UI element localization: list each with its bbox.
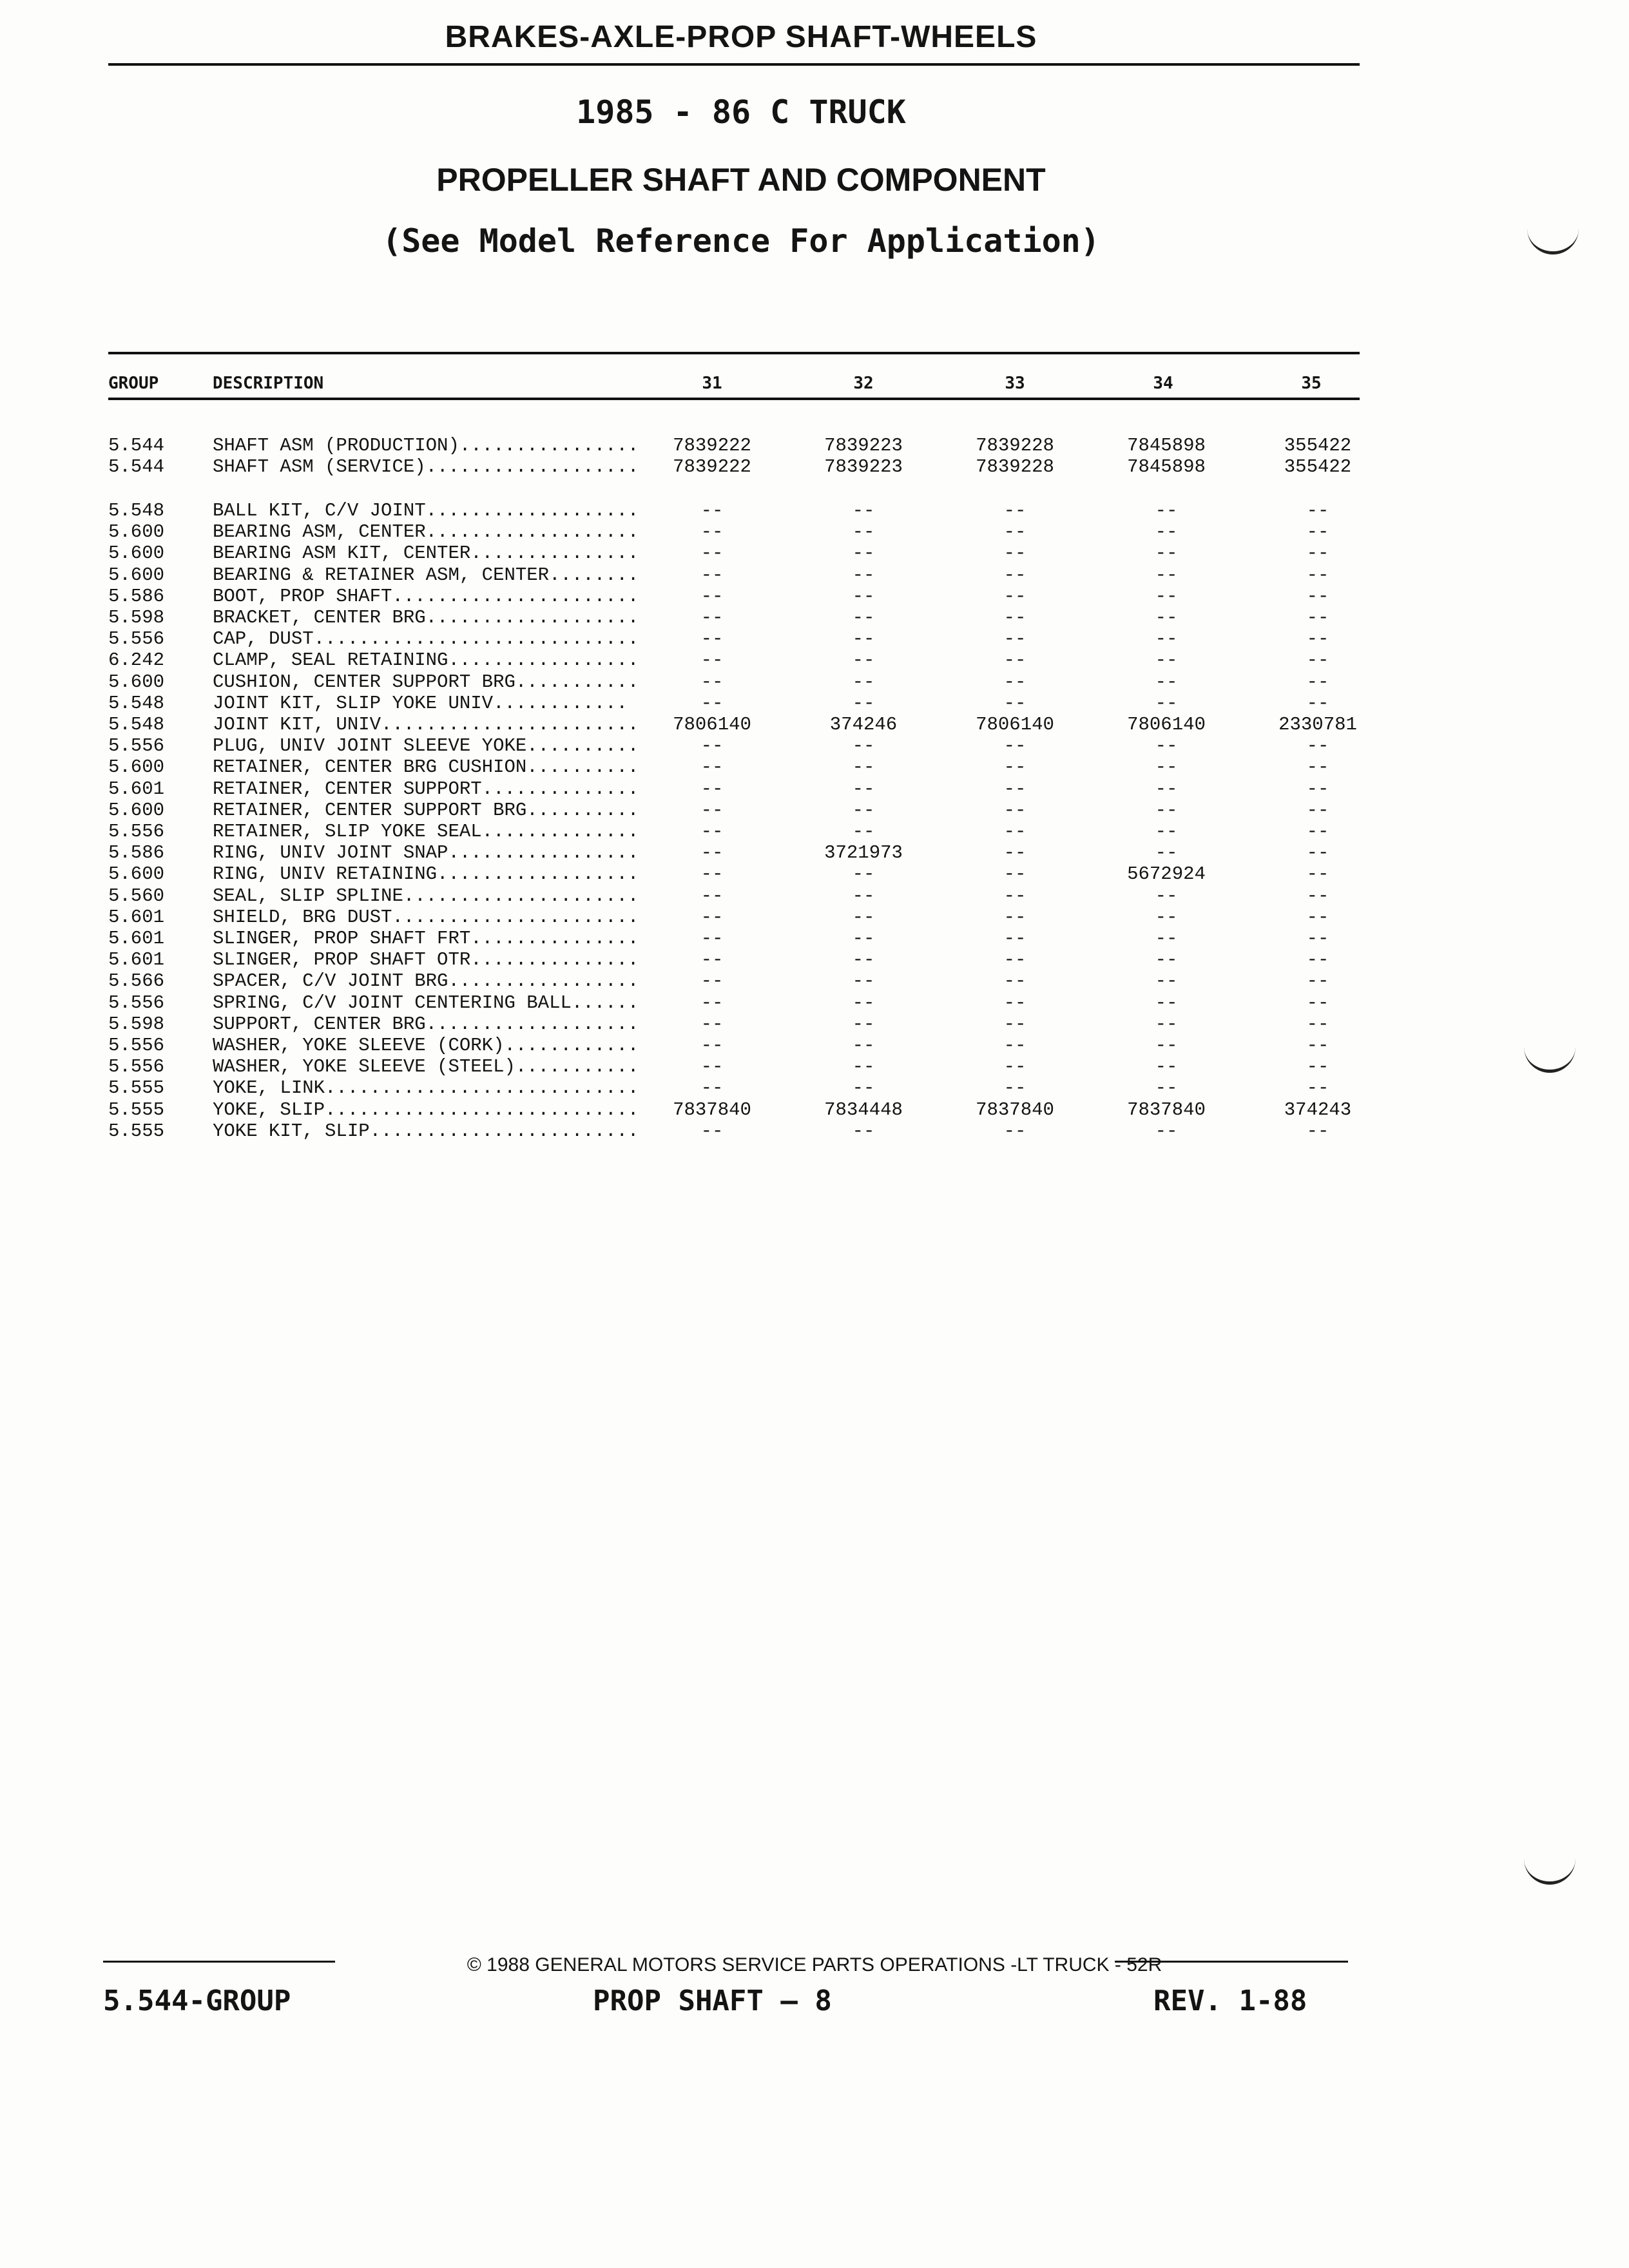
col-31-header: 31 [702, 374, 722, 393]
part-number-cell-31: -- [700, 521, 724, 543]
part-number-cell-32: -- [852, 970, 875, 992]
part-number-cell-32: -- [852, 906, 875, 928]
part-number-cell-31: -- [700, 649, 724, 671]
col-35-header: 35 [1301, 374, 1322, 393]
part-number-cell-33: -- [1003, 799, 1027, 821]
part-number-cell-34: -- [1155, 735, 1178, 757]
part-number-cell-32: -- [852, 564, 875, 586]
part-number-cell-31: -- [700, 543, 724, 564]
part-number-cell-32: -- [852, 1035, 875, 1056]
part-number-cell-34: -- [1155, 885, 1178, 907]
description-cell: RETAINER, CENTER SUPPORT.............. [213, 778, 639, 800]
part-number-cell-35: -- [1306, 1120, 1329, 1142]
group-cell: 5.600 [108, 671, 165, 693]
description-cell: SLINGER, PROP SHAFT FRT............... [213, 928, 639, 949]
col-32-header: 32 [853, 374, 874, 393]
part-number-cell-32: 7839223 [824, 456, 903, 478]
part-number-cell-32: -- [852, 928, 875, 949]
table-row [0, 1077, 1629, 1099]
table-row [0, 649, 1629, 671]
table-row [0, 735, 1629, 756]
part-number-cell-34: -- [1155, 671, 1178, 693]
part-number-cell-31: 7839222 [673, 435, 751, 456]
part-number-cell-33: -- [1003, 842, 1027, 864]
part-number-cell-33: -- [1003, 500, 1027, 521]
part-number-cell-33: -- [1003, 521, 1027, 543]
table-row [0, 521, 1629, 543]
part-number-cell-34: 7845898 [1127, 456, 1206, 478]
part-number-cell-32: -- [852, 885, 875, 907]
part-number-cell-34: 7806140 [1127, 714, 1206, 735]
part-number-cell-32: -- [852, 949, 875, 971]
part-number-cell-33: -- [1003, 970, 1027, 992]
part-number-cell-34: -- [1155, 906, 1178, 928]
part-number-cell-31: -- [700, 1056, 724, 1078]
part-number-cell-34: -- [1155, 842, 1178, 864]
table-row [0, 756, 1629, 778]
part-number-cell-35: -- [1306, 906, 1329, 928]
group-cell: 5.560 [108, 885, 165, 907]
group-cell: 5.556 [108, 628, 165, 650]
part-number-cell-35: 355422 [1284, 456, 1352, 478]
part-number-cell-32: -- [852, 799, 875, 821]
part-number-cell-35: -- [1306, 756, 1329, 778]
part-number-cell-32: -- [852, 992, 875, 1014]
group-cell: 5.601 [108, 949, 165, 971]
group-cell: 5.600 [108, 799, 165, 821]
table-row [0, 992, 1629, 1014]
table-header-rule [108, 398, 1360, 400]
table-row [0, 970, 1629, 992]
part-number-cell-35: -- [1306, 992, 1329, 1014]
description-cell: YOKE, SLIP............................ [213, 1099, 639, 1120]
part-number-cell-32: 7839223 [824, 435, 903, 456]
binder-mark [1524, 1856, 1576, 1885]
part-number-cell-34: -- [1155, 1120, 1178, 1142]
table-row [0, 778, 1629, 800]
part-number-cell-31: -- [700, 1120, 724, 1142]
part-number-cell-31: -- [700, 778, 724, 800]
group-cell: 5.556 [108, 1035, 165, 1056]
part-number-cell-31: -- [700, 756, 724, 778]
part-number-cell-31: -- [700, 970, 724, 992]
part-number-cell-35: -- [1306, 1013, 1329, 1035]
description-cell: JOINT KIT, UNIV....................... [213, 714, 639, 735]
part-number-cell-31: -- [700, 607, 724, 628]
part-number-cell-34: -- [1155, 1013, 1178, 1035]
description-cell: BALL KIT, C/V JOINT................... [213, 500, 639, 521]
group-cell: 6.242 [108, 649, 165, 671]
part-number-cell-35: -- [1306, 564, 1329, 586]
part-number-cell-33: -- [1003, 543, 1027, 564]
part-number-cell-31: -- [700, 692, 724, 714]
group-cell: 5.544 [108, 435, 165, 456]
part-number-cell-35: -- [1306, 799, 1329, 821]
description-cell: BEARING ASM, CENTER................... [213, 521, 639, 543]
group-cell: 5.601 [108, 928, 165, 949]
section-title: BRAKES-AXLE-PROP SHAFT-WHEELS [445, 20, 1037, 54]
group-cell: 5.598 [108, 607, 165, 628]
group-cell: 5.556 [108, 992, 165, 1014]
page-label: PROP SHAFT — 8 [593, 1984, 832, 2017]
table-row [0, 628, 1629, 649]
part-number-cell-33: -- [1003, 649, 1027, 671]
part-number-cell-33: -- [1003, 1120, 1027, 1142]
part-number-cell-32: -- [852, 821, 875, 842]
group-cell: 5.556 [108, 735, 165, 757]
group-cell: 5.600 [108, 756, 165, 778]
part-number-cell-32: -- [852, 521, 875, 543]
part-number-cell-34: -- [1155, 649, 1178, 671]
part-number-cell-31: -- [700, 799, 724, 821]
part-number-cell-35: -- [1306, 778, 1329, 800]
part-number-cell-32: -- [852, 585, 875, 607]
page-subtitle: PROPELLER SHAFT AND COMPONENT [436, 162, 1046, 198]
table-row [0, 821, 1629, 842]
table-row [0, 928, 1629, 949]
part-number-cell-31: 7837840 [673, 1099, 751, 1120]
description-cell: BOOT, PROP SHAFT...................... [213, 585, 639, 607]
part-number-cell-34: -- [1155, 585, 1178, 607]
part-number-cell-34: -- [1155, 500, 1178, 521]
part-number-cell-35: -- [1306, 928, 1329, 949]
table-row [0, 907, 1629, 928]
part-number-cell-34: 7845898 [1127, 435, 1206, 456]
part-number-cell-34: 5672924 [1127, 863, 1206, 885]
table-row [0, 693, 1629, 714]
part-number-cell-35: -- [1306, 1035, 1329, 1056]
part-number-cell-35: -- [1306, 1077, 1329, 1099]
part-number-cell-31: -- [700, 885, 724, 907]
part-number-cell-35: -- [1306, 863, 1329, 885]
part-number-cell-32: -- [852, 863, 875, 885]
part-number-cell-31: -- [700, 842, 724, 864]
group-cell: 5.548 [108, 692, 165, 714]
description-cell: BEARING ASM KIT, CENTER............... [213, 543, 639, 564]
part-number-cell-34: 7837840 [1127, 1099, 1206, 1120]
part-number-cell-35: -- [1306, 735, 1329, 757]
description-cell: RETAINER, SLIP YOKE SEAL.............. [213, 821, 639, 842]
part-number-cell-34: -- [1155, 543, 1178, 564]
part-number-cell-33: 7839228 [976, 456, 1054, 478]
part-number-cell-31: -- [700, 1077, 724, 1099]
description-cell: WASHER, YOKE SLEEVE (CORK)............ [213, 1035, 639, 1056]
col-34-header: 34 [1153, 374, 1173, 393]
table-row [0, 1056, 1629, 1077]
part-number-cell-32: -- [852, 1056, 875, 1078]
part-number-cell-35: 374243 [1284, 1099, 1352, 1120]
part-number-cell-34: -- [1155, 521, 1178, 543]
table-row [0, 863, 1629, 885]
part-number-cell-33: -- [1003, 821, 1027, 842]
part-number-cell-32: -- [852, 1077, 875, 1099]
part-number-cell-31: -- [700, 500, 724, 521]
part-number-cell-34: -- [1155, 1077, 1178, 1099]
group-cell: 5.555 [108, 1077, 165, 1099]
col-group-header: GROUP [108, 374, 159, 393]
part-number-cell-35: 2330781 [1278, 714, 1357, 735]
group-cell: 5.566 [108, 970, 165, 992]
description-cell: SUPPORT, CENTER BRG................... [213, 1013, 639, 1035]
description-cell: RETAINER, CENTER BRG CUSHION.......... [213, 756, 639, 778]
part-number-cell-35: -- [1306, 1056, 1329, 1078]
part-number-cell-31: -- [700, 949, 724, 971]
description-cell: CAP, DUST............................. [213, 628, 639, 650]
part-number-cell-32: -- [852, 778, 875, 800]
part-number-cell-32: -- [852, 735, 875, 757]
description-cell: SHAFT ASM (SERVICE)................... [213, 456, 639, 478]
part-number-cell-31: -- [700, 585, 724, 607]
part-number-cell-33: -- [1003, 756, 1027, 778]
group-cell: 5.544 [108, 456, 165, 478]
group-cell: 5.600 [108, 543, 165, 564]
group-cell: 5.548 [108, 500, 165, 521]
part-number-cell-32: 374246 [829, 714, 898, 735]
part-number-cell-35: -- [1306, 500, 1329, 521]
part-number-cell-33: -- [1003, 1077, 1027, 1099]
part-number-cell-31: -- [700, 863, 724, 885]
group-cell: 5.600 [108, 863, 165, 885]
description-cell: SHAFT ASM (PRODUCTION)................ [213, 435, 639, 456]
description-cell: CLAMP, SEAL RETAINING................. [213, 649, 639, 671]
part-number-cell-32: 7834448 [824, 1099, 903, 1120]
group-cell: 5.556 [108, 821, 165, 842]
description-cell: JOINT KIT, SLIP YOKE UNIV............ [213, 692, 628, 714]
part-number-cell-34: -- [1155, 928, 1178, 949]
table-row [0, 607, 1629, 628]
part-number-cell-35: -- [1306, 970, 1329, 992]
header-rule [108, 63, 1360, 66]
table-row [0, 885, 1629, 907]
description-cell: RING, UNIV RETAINING.................. [213, 863, 639, 885]
part-number-cell-34: -- [1155, 821, 1178, 842]
model-reference-note: (See Model Reference For Application) [382, 222, 1100, 260]
part-number-cell-35: -- [1306, 521, 1329, 543]
group-cell: 5.601 [108, 906, 165, 928]
part-number-cell-35: -- [1306, 842, 1329, 864]
table-row [0, 714, 1629, 735]
part-number-cell-31: 7839222 [673, 456, 751, 478]
part-number-cell-35: -- [1306, 649, 1329, 671]
part-number-cell-32: -- [852, 500, 875, 521]
part-number-cell-32: -- [852, 692, 875, 714]
table-row [0, 456, 1629, 477]
year-line: 1985 - 86 C TRUCK [576, 93, 906, 131]
description-cell: SLINGER, PROP SHAFT OTR............... [213, 949, 639, 971]
part-number-cell-35: -- [1306, 692, 1329, 714]
part-number-cell-33: -- [1003, 735, 1027, 757]
part-number-cell-33: -- [1003, 585, 1027, 607]
part-number-cell-34: -- [1155, 692, 1178, 714]
part-number-cell-34: -- [1155, 970, 1178, 992]
revision: REV. 1-88 [1153, 1984, 1307, 2017]
part-number-cell-33: -- [1003, 1035, 1027, 1056]
part-number-cell-35: -- [1306, 607, 1329, 628]
part-number-cell-33: -- [1003, 692, 1027, 714]
description-cell: SHIELD, BRG DUST...................... [213, 906, 639, 928]
group-cell: 5.556 [108, 1056, 165, 1078]
part-number-cell-34: -- [1155, 799, 1178, 821]
part-number-cell-33: -- [1003, 928, 1027, 949]
part-number-cell-33: -- [1003, 671, 1027, 693]
table-row [0, 1035, 1629, 1056]
part-number-cell-34: -- [1155, 628, 1178, 650]
copyright-line: © 1988 GENERAL MOTORS SERVICE PARTS OPERATIONS -LT TRUCK - 52R [467, 1954, 1162, 1975]
part-number-cell-34: -- [1155, 949, 1178, 971]
col-33-header: 33 [1005, 374, 1025, 393]
description-cell: YOKE KIT, SLIP........................ [213, 1120, 639, 1142]
part-number-cell-35: -- [1306, 885, 1329, 907]
binder-mark [1527, 226, 1579, 255]
group-cell: 5.555 [108, 1120, 165, 1142]
part-number-cell-31: -- [700, 821, 724, 842]
part-number-cell-31: -- [700, 735, 724, 757]
part-number-cell-34: -- [1155, 1056, 1178, 1078]
part-number-cell-33: -- [1003, 863, 1027, 885]
part-number-cell-35: -- [1306, 949, 1329, 971]
description-cell: PLUG, UNIV JOINT SLEEVE YOKE.......... [213, 735, 639, 757]
description-cell: YOKE, LINK............................ [213, 1077, 639, 1099]
part-number-cell-31: 7806140 [673, 714, 751, 735]
part-number-cell-31: -- [700, 628, 724, 650]
group-cell: 5.548 [108, 714, 165, 735]
part-number-cell-31: -- [700, 992, 724, 1014]
part-number-cell-33: -- [1003, 885, 1027, 907]
table-row [0, 800, 1629, 821]
description-cell: SEAL, SLIP SPLINE..................... [213, 885, 639, 907]
group-cell: 5.586 [108, 842, 165, 864]
part-number-cell-34: -- [1155, 1035, 1178, 1056]
part-number-cell-33: -- [1003, 1056, 1027, 1078]
part-number-cell-32: -- [852, 671, 875, 693]
part-number-cell-35: -- [1306, 543, 1329, 564]
table-row [0, 1120, 1629, 1142]
description-cell: BEARING & RETAINER ASM, CENTER........ [213, 564, 639, 586]
part-number-cell-34: -- [1155, 992, 1178, 1014]
part-number-cell-34: -- [1155, 564, 1178, 586]
group-cell: 5.601 [108, 778, 165, 800]
table-row [0, 1099, 1629, 1120]
part-number-cell-33: -- [1003, 628, 1027, 650]
table-row [0, 435, 1629, 456]
part-number-cell-32: -- [852, 649, 875, 671]
table-row [0, 842, 1629, 863]
part-number-cell-33: 7837840 [976, 1099, 1054, 1120]
table-row [0, 500, 1629, 521]
part-number-cell-31: -- [700, 906, 724, 928]
part-number-cell-33: -- [1003, 949, 1027, 971]
part-number-cell-31: -- [700, 671, 724, 693]
col-description-header: DESCRIPTION [213, 374, 324, 393]
description-cell: RING, UNIV JOINT SNAP................. [213, 842, 639, 864]
group-cell: 5.600 [108, 521, 165, 543]
table-top-rule [108, 352, 1360, 354]
group-cell: 5.600 [108, 564, 165, 586]
description-cell: BRACKET, CENTER BRG................... [213, 607, 639, 628]
part-number-cell-33: -- [1003, 564, 1027, 586]
part-number-cell-32: -- [852, 543, 875, 564]
table-row [0, 1014, 1629, 1035]
part-number-cell-31: -- [700, 1035, 724, 1056]
part-number-cell-34: -- [1155, 756, 1178, 778]
table-row [0, 564, 1629, 586]
part-number-cell-35: -- [1306, 628, 1329, 650]
group-cell: 5.598 [108, 1013, 165, 1035]
description-cell: SPACER, C/V JOINT BRG................. [213, 970, 639, 992]
part-number-cell-32: -- [852, 1013, 875, 1035]
part-number-cell-33: -- [1003, 778, 1027, 800]
part-number-cell-33: -- [1003, 992, 1027, 1014]
table-row [0, 586, 1629, 607]
part-number-cell-32: -- [852, 1120, 875, 1142]
table-row [0, 543, 1629, 564]
part-number-cell-33: -- [1003, 607, 1027, 628]
part-number-cell-33: 7806140 [976, 714, 1054, 735]
part-number-cell-34: -- [1155, 778, 1178, 800]
part-number-cell-32: 3721973 [824, 842, 903, 864]
part-number-cell-35: -- [1306, 585, 1329, 607]
part-number-cell-35: -- [1306, 671, 1329, 693]
part-number-cell-35: 355422 [1284, 435, 1352, 456]
description-cell: SPRING, C/V JOINT CENTERING BALL...... [213, 992, 639, 1014]
description-cell: RETAINER, CENTER SUPPORT BRG.......... [213, 799, 639, 821]
part-number-cell-32: -- [852, 628, 875, 650]
group-cell: 5.555 [108, 1099, 165, 1120]
table-row [0, 949, 1629, 970]
part-number-cell-34: -- [1155, 607, 1178, 628]
part-number-cell-33: -- [1003, 906, 1027, 928]
part-number-cell-31: -- [700, 564, 724, 586]
part-number-cell-35: -- [1306, 821, 1329, 842]
part-number-cell-32: -- [852, 607, 875, 628]
description-cell: WASHER, YOKE SLEEVE (STEEL)........... [213, 1056, 639, 1078]
part-number-cell-33: 7839228 [976, 435, 1054, 456]
part-number-cell-33: -- [1003, 1013, 1027, 1035]
description-cell: CUSHION, CENTER SUPPORT BRG........... [213, 671, 639, 693]
part-number-cell-31: -- [700, 928, 724, 949]
table-row [0, 671, 1629, 693]
group-cell: 5.586 [108, 585, 165, 607]
part-number-cell-32: -- [852, 756, 875, 778]
part-number-cell-31: -- [700, 1013, 724, 1035]
group-reference: 5.544-GROUP [103, 1984, 291, 2017]
